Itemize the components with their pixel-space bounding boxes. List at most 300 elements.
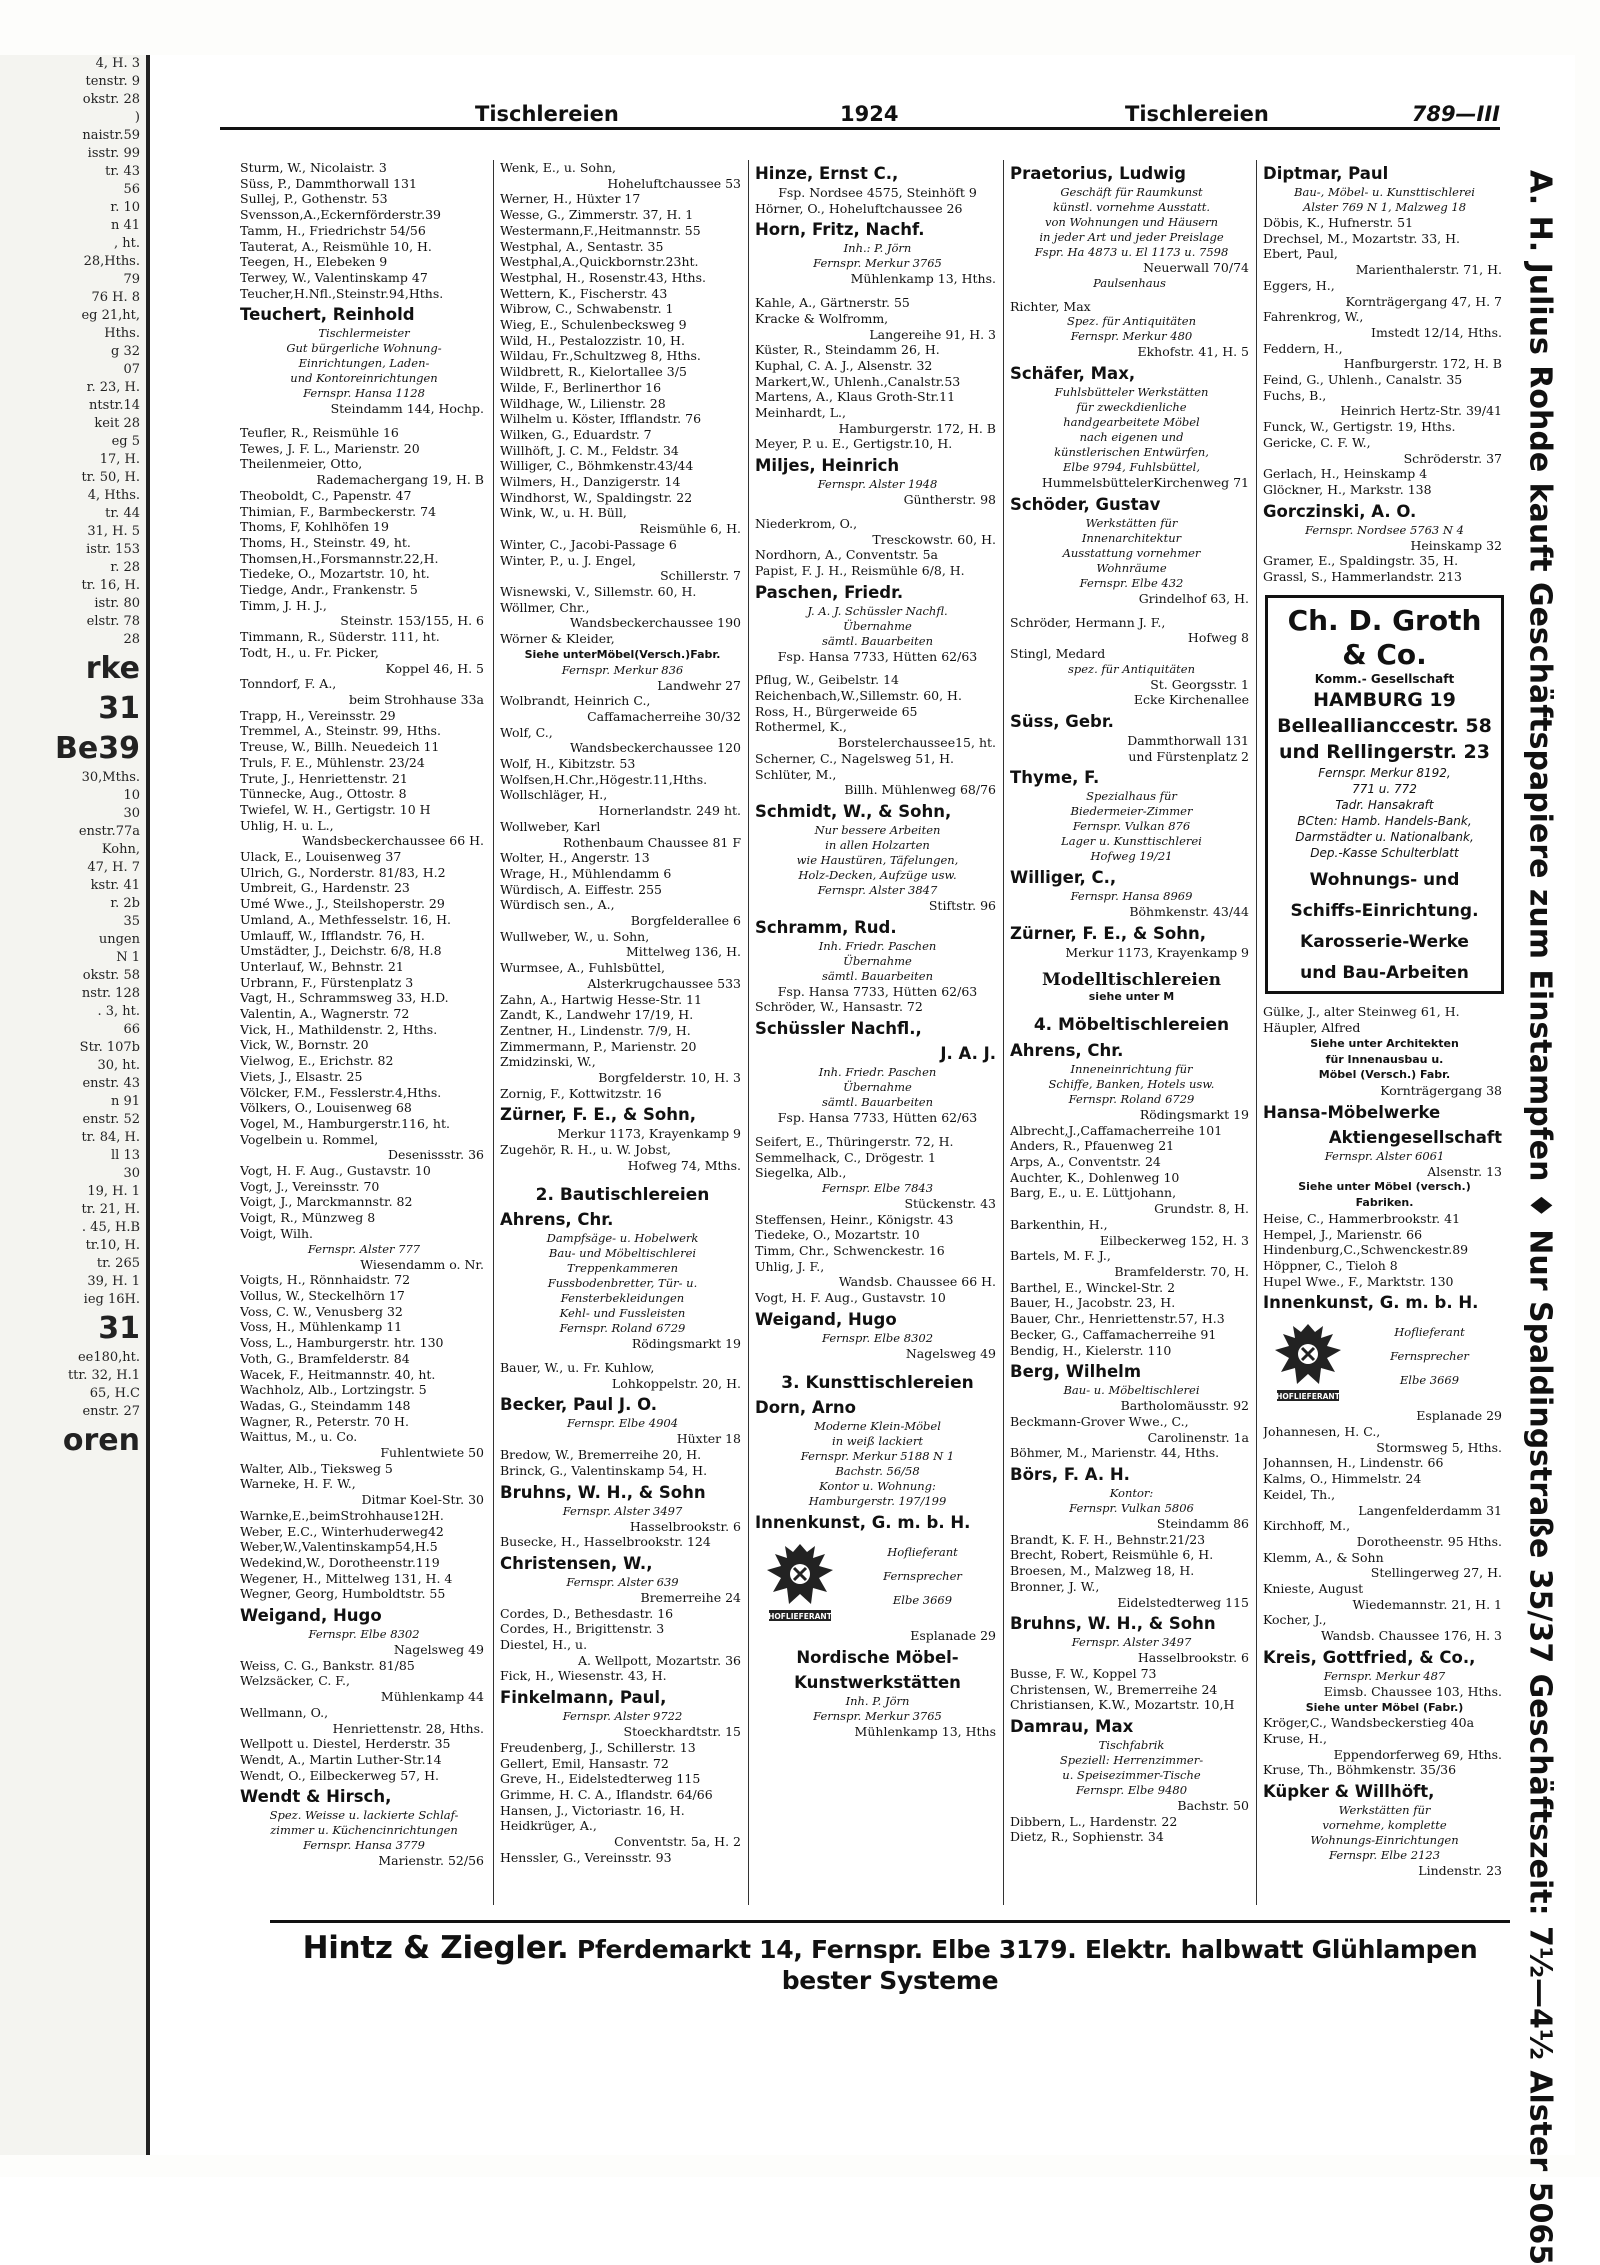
- entry-list: [1263, 1211, 1506, 1290]
- listing-address: Eimsb. Chaussee 103, Hths.: [1323, 1683, 1502, 1699]
- listing-description: [755, 1694, 1000, 1724]
- entry-list: [755, 999, 1000, 1015]
- list-item: Heidkrüger, A.,: [500, 1818, 597, 1834]
- description-line: Bau- und Möbeltischlerei: [548, 1246, 697, 1261]
- list-item: Valentin, A., Wagnerstr. 72: [240, 1006, 410, 1022]
- listing-address: Fsp. Hansa 7733, Hütten 62/63: [777, 648, 978, 664]
- list-item: Richter, Max: [1010, 298, 1091, 314]
- entry-list: [500, 1534, 745, 1550]
- list-item-continuation: Fuhlentwiete 50: [380, 1445, 484, 1461]
- gutter-fragment: 39, H. 1: [87, 1274, 140, 1289]
- list-item: Busecke, H., Hasselbrookstr. 124: [500, 1534, 711, 1550]
- listing-miljes: [755, 455, 1000, 508]
- listing-name: Schüssler Nachfl.,: [755, 1019, 922, 1039]
- column-3: [748, 160, 1000, 1905]
- listing-address: Marienstr. 52/56: [378, 1853, 484, 1869]
- list-item: Cordes, D., Bethesdastr. 16: [500, 1605, 674, 1621]
- gutter-fragment: 19, H. 1: [87, 1184, 140, 1199]
- list-item: Küster, R., Steindamm 26, H.: [755, 342, 940, 358]
- list-item-continuation: Henriettenstr. 28, Hths.: [332, 1720, 484, 1736]
- list-item-continuation: Schillerstr. 7: [660, 568, 741, 584]
- list-item: Willhöft, J. C. M., Feldstr. 34: [500, 442, 679, 458]
- list-item: Voigts, H., Rönnhaidstr. 72: [240, 1272, 411, 1288]
- description-line: Treppenkammeren: [566, 1261, 679, 1276]
- list-item-continuation: Hofweg 8: [1187, 630, 1249, 646]
- gutter-fragment: enstr.77a: [78, 824, 140, 839]
- list-item: Broesen, M., Malzweg 18, H.: [1010, 1563, 1195, 1579]
- gutter-fragment: okstr. 58: [82, 968, 140, 983]
- entry-list: [1010, 1814, 1253, 1845]
- listing-name: Paschen, Friedr.: [755, 582, 904, 602]
- listing-address-2: und Fürstenplatz 2: [1128, 748, 1249, 764]
- listing-description: [755, 823, 1000, 898]
- list-item-cross-reference: für Innenausbau u.: [1325, 1052, 1444, 1066]
- listing-address: HummelsbüttelerKirchenweg 71: [1041, 475, 1249, 491]
- description-line: Innenarchitektur: [1081, 530, 1182, 545]
- list-item: Wachholz, Alb., Lortzingstr. 5: [240, 1382, 427, 1398]
- listing-description: [240, 1808, 488, 1853]
- gutter-fragment: . 45, H.B: [81, 1220, 140, 1235]
- list-item-continuation: Tresckowstr. 60, H.: [872, 531, 996, 547]
- list-item: Tonndorf, F. A.,: [240, 676, 337, 692]
- description-line: und Kontoreinrichtungen: [290, 371, 438, 386]
- list-item: Tewes, J. F. L., Marienstr. 20: [240, 440, 420, 456]
- description-line: Fernspr. Merkur 5188 N 1: [800, 1449, 955, 1464]
- gutter-fragment: Be39: [55, 731, 140, 766]
- listing-name: Bruhns, W. H., & Sohn: [1010, 1614, 1216, 1634]
- description-line: Fernsprecher: [883, 1569, 962, 1584]
- listing-name: Schöder, Gustav: [1010, 494, 1161, 514]
- list-item: Wolf, H., Kibitzstr. 53: [500, 756, 636, 772]
- list-item: Westermann,F.,Heitmannstr. 55: [500, 222, 701, 238]
- list-item: Tünnecke, Aug., Ottostr. 8: [240, 786, 407, 802]
- list-item-note: Fernspr. Alster 777: [307, 1241, 421, 1256]
- entry-list: [500, 1740, 745, 1866]
- description-line: sämtl. Bauarbeiten: [821, 1095, 934, 1110]
- list-item: Freudenberg, J., Schillerstr. 13: [500, 1739, 696, 1755]
- listing-description: [1010, 1486, 1253, 1516]
- list-item: Weber, E.C., Winterhuderweg42: [240, 1523, 444, 1539]
- ad-city: HAMBURG 19: [1313, 689, 1456, 712]
- listing-description: [1010, 1738, 1253, 1798]
- listing-name: Zürner, F. E., & Sohn,: [500, 1105, 697, 1125]
- list-item-continuation: Hanfburgerstr. 172, H. B: [1343, 356, 1502, 372]
- listing-address: Merkur 1173, Krayenkamp 9: [557, 1126, 741, 1142]
- list-item: Cordes, H., Brigittenstr. 3: [500, 1621, 665, 1637]
- list-item: Knieste, August: [1263, 1581, 1364, 1597]
- header-right-title: Tischlereien: [1125, 102, 1269, 126]
- gutter-fragment: isstr. 99: [87, 146, 140, 161]
- list-item-continuation: Borstelerchaussee15, ht.: [838, 735, 996, 751]
- list-item: Wellmann, O.,: [240, 1704, 329, 1720]
- column-1: [240, 160, 488, 1905]
- gutter-fragment: oren: [62, 1423, 140, 1458]
- list-item: Wurmsee, A., Fuhlsbüttel,: [500, 960, 665, 976]
- entry-list: [1263, 215, 1506, 498]
- gutter-fragment: 31, H. 5: [87, 524, 140, 539]
- listing-name: Dorn, Arno: [755, 1398, 856, 1418]
- entry-list: [1010, 299, 1253, 360]
- list-item: Voss, L., Hamburgerstr. htr. 130: [240, 1335, 444, 1351]
- description-line: Holz-Decken, Aufzüge usw.: [798, 867, 957, 882]
- list-item: Christiansen, K.W., Mozartstr. 10,H: [1010, 1697, 1235, 1713]
- list-item-continuation: Mühlenkamp 44: [380, 1689, 484, 1705]
- listing-teuchert: [240, 304, 488, 417]
- list-item: Schröder, W., Hansastr. 72: [755, 999, 923, 1015]
- listing-name: Horn, Fritz, Nachf.: [755, 220, 925, 240]
- gutter-fragment: tr.10, H.: [85, 1238, 140, 1253]
- list-item-continuation: Desenissstr. 36: [387, 1147, 484, 1163]
- list-item: Wollschläger, H.,: [500, 787, 608, 803]
- list-item: Christensen, W., Bremerreihe 24: [1010, 1681, 1218, 1697]
- list-item-continuation: Kornträgergang 38: [1380, 1082, 1502, 1098]
- list-item: Ulrich, G., Norderstr. 81/83, H.2: [240, 864, 446, 880]
- list-item: Brandt, K. F. H., Behnstr.21/23: [1010, 1531, 1206, 1547]
- list-item: Vollus, W., Steckelhörn 17: [240, 1288, 405, 1303]
- description-line: wie Haustüren, Täfelungen,: [796, 852, 959, 867]
- description-line: Fernspr. Vulkan 5806: [1069, 1501, 1194, 1516]
- list-item: Bendig, H., Kielerstr. 110: [1010, 1342, 1172, 1358]
- list-item: Vogt, H. F. Aug., Gustavstr. 10: [755, 1290, 946, 1306]
- description-line: Kontor u. Wohnung:: [819, 1479, 936, 1494]
- listing-praetorius: [1010, 163, 1253, 291]
- entry-list: [1010, 1123, 1253, 1359]
- listing-name: Hansa-Möbelwerke: [1263, 1102, 1441, 1122]
- list-item: Theilenmeier, Otto,: [240, 456, 363, 472]
- list-item: Siegelka, Alb.,: [755, 1165, 847, 1181]
- description-line: in weiß lackiert: [832, 1434, 923, 1449]
- list-item-cross-reference: Möbel (Versch.) Fabr.: [1318, 1068, 1451, 1082]
- list-item: Voigt, J., Marckmannstr. 82: [240, 1194, 413, 1210]
- cross-reference: Siehe unter Möbel (Fabr.): [1305, 1700, 1464, 1714]
- list-item-continuation: Imstedt 12/14, Hths.: [1371, 324, 1502, 340]
- column-2: [493, 160, 745, 1905]
- listing-address: Böhmkenstr. 43/44: [1129, 904, 1249, 920]
- list-item: Voigt, R., Münzweg 8: [240, 1210, 376, 1226]
- listing-zuerner-2: [1010, 923, 1253, 961]
- list-item: Timmann, R., Süderstr. 111, ht.: [240, 629, 440, 645]
- description-line: Elbe 3669: [892, 1593, 953, 1608]
- gutter-fragment: n 91: [110, 1094, 140, 1109]
- list-item-continuation: Stückenstr. 43: [904, 1195, 996, 1211]
- listing-name: Diptmar, Paul: [1263, 164, 1389, 183]
- list-item: Westphal, H., Rosenstr.43, Hths.: [500, 269, 706, 285]
- list-item-continuation: Steinstr. 153/155, H. 6: [340, 613, 484, 629]
- listing-address: Alsenstr. 13: [1427, 1163, 1502, 1179]
- list-item: Umlauff, W., Ifflandstr. 76, H.: [240, 927, 425, 943]
- ad-service-1: Wohnungs- und: [1309, 870, 1460, 891]
- listing-address: Bremerreihe 24: [640, 1589, 741, 1605]
- listing-address: Fsp. Nordsee 4575, Steinhöft 9: [778, 185, 977, 200]
- list-item: Uhlig, J. F.,: [755, 1258, 825, 1274]
- gutter-fragment: 56: [123, 182, 140, 197]
- listing-phone: Fernspr. Nordsee 5763 N 4: [1305, 522, 1464, 537]
- entry-list: [1010, 1414, 1253, 1461]
- gutter-fragment: istr. 153: [86, 542, 140, 557]
- list-item: Meyer, P. u. E., Gertigstr.10, H.: [755, 436, 953, 452]
- description-line: Fernspr. Merkur 3765: [813, 256, 942, 271]
- listing-bruhns: [500, 1482, 745, 1535]
- listing-wendt-hirsch: [240, 1786, 488, 1869]
- list-item-continuation: Carolinenstr. 1a: [1147, 1429, 1249, 1445]
- footer-advertisement: [270, 1930, 1510, 1995]
- list-item: Dibbern, L., Hardenstr. 22: [1010, 1813, 1178, 1829]
- list-item: Wesse, G., Zimmerstr. 37, H. 1: [500, 207, 694, 223]
- list-item-continuation: Landwehr 27: [657, 677, 741, 693]
- listing-address: Fsp. Hansa 7733, Hütten 62/63: [777, 983, 978, 999]
- cross-reference: siehe unter M: [1088, 989, 1175, 1003]
- list-item-note: Spez. für Antiquitäten: [1067, 314, 1196, 329]
- list-item: Timm, J. H. J.,: [240, 597, 327, 613]
- list-item: Wildau, Fr.,Schultzweg 8, Hths.: [500, 348, 701, 364]
- gutter-fragment: 65, H.C: [89, 1386, 140, 1401]
- list-item: Bauer, H., Jacobstr. 23, H.: [1010, 1295, 1176, 1311]
- description-line: Lager u. Kunsttischlerei: [1061, 834, 1202, 849]
- listing-weigand: [240, 1605, 488, 1658]
- listing-phone: Fernspr. Alster 3497: [562, 1503, 683, 1518]
- list-item: Wullweber, W., u. Sohn,: [500, 928, 650, 944]
- header-year: 1924: [840, 102, 899, 126]
- listing-address: Grindelhof 63, H.: [1138, 590, 1249, 606]
- listing-ahrens-2: [1010, 1040, 1253, 1123]
- listing-address: Mühlenkamp 13, Hths: [854, 1723, 996, 1739]
- list-item-continuation: Borgfelderstr. 10, H. 3: [598, 1070, 741, 1086]
- description-line: Nur bessere Arbeiten: [814, 822, 941, 837]
- list-item-continuation: Wandsb. Chaussee 66 H.: [838, 1274, 996, 1290]
- list-item-note: Fernspr. Merkur 836: [561, 662, 684, 677]
- list-item: Auchter, K., Dohlenweg 10: [1010, 1169, 1180, 1185]
- listing-schoeder: [1010, 494, 1253, 607]
- listing-hinze: [755, 163, 1000, 201]
- listing-name: Becker, Paul J. O.: [500, 1395, 658, 1415]
- list-item-continuation: Langereihe 91, H. 3: [869, 326, 996, 342]
- gutter-fragment: nstr. 128: [81, 986, 140, 1001]
- list-item: Zimmermann, P., Marienstr. 20: [500, 1038, 697, 1054]
- list-item: Völkers, O., Louisenweg 68: [240, 1100, 412, 1116]
- column-4: [1003, 160, 1253, 1905]
- list-item: Voigt, Wilh.: [240, 1225, 314, 1241]
- list-item: Umland, A., Methfesselstr. 16, H.: [240, 911, 452, 927]
- list-item: Teucher,H.Nfl.,Steinstr.94,Hths.: [240, 285, 444, 301]
- listing-innenkunst: [755, 1512, 1000, 1644]
- description-line: Tischlermeister: [318, 326, 410, 341]
- footer-divider: [270, 1920, 1510, 1923]
- listing-address: Fsp. Hansa 7733, Hütten 62/63: [777, 1110, 978, 1126]
- description-line: Spez. Weisse u. lackierte Schlaf-: [269, 1808, 459, 1823]
- description-line: Einrichtungen, Laden-: [298, 356, 430, 371]
- description-line: Fuhlsbütteler Werkstätten: [1054, 385, 1209, 400]
- gutter-fragment: Str. 107b: [79, 1040, 140, 1055]
- crest-caption: HOFLIEFERANT: [1276, 1392, 1340, 1402]
- list-item: Gericke, C. F. W.,: [1263, 434, 1371, 450]
- listing-description: [1010, 1383, 1253, 1398]
- gutter-fragment: 28,Hths.: [83, 254, 140, 269]
- listing-description: [500, 1231, 745, 1336]
- listing-phone: Fernspr. Hansa 8969: [1070, 889, 1193, 904]
- list-item: Eggers, H.,: [1263, 277, 1335, 293]
- list-item: Windhorst, W., Spaldingstr. 22: [500, 489, 693, 505]
- listing-name: Williger, C.,: [1010, 868, 1117, 888]
- list-item: Winter, C., Jacobi-Passage 6: [500, 536, 677, 552]
- list-item-continuation: Wandsbeckerchaussee 120: [569, 740, 741, 756]
- list-item: Böhmer, M., Marienstr. 44, Hths.: [1010, 1445, 1220, 1461]
- ad-phone-2: 771 u. 772: [1352, 782, 1417, 797]
- list-item: Hansen, J., Victoriastr. 16, H.: [500, 1802, 685, 1818]
- gutter-fragment: 30,Mths.: [81, 770, 140, 785]
- page-number: 789—III: [1411, 102, 1500, 126]
- list-item: Werner, H., Hüxter 17: [500, 191, 641, 207]
- list-item: Vogelbein u. Rommel,: [240, 1131, 379, 1147]
- gutter-fragment: okstr. 28: [82, 92, 140, 107]
- listing-address: Hasselbrookstr. 6: [1137, 1650, 1249, 1666]
- entry-list: [755, 295, 1000, 452]
- gutter-fragment: 17, H.: [99, 452, 140, 467]
- list-item: Barkenthin, H.,: [1010, 1216, 1108, 1232]
- description-line: Inh. P. Jörn: [845, 1693, 910, 1708]
- list-item-continuation: Hofweg 74, Mths.: [627, 1157, 741, 1173]
- list-item-continuation: Ekhofstr. 41, H. 5: [1137, 344, 1249, 360]
- ad-company-type: Komm.- Gesellschaft: [1314, 671, 1455, 686]
- listing-name: Christensen, W.,: [500, 1553, 653, 1573]
- list-item: Funck, W., Gertigstr. 19, Hths.: [1263, 419, 1456, 435]
- description-line: Elbe 3669: [1399, 1373, 1460, 1388]
- gutter-fragment: tenstr. 9: [85, 74, 140, 89]
- list-item-continuation: St. Georgsstr. 1: [1150, 676, 1249, 692]
- list-item: Markert,W., Uhlenh.,Canalstr.53: [755, 373, 961, 389]
- listing-name: Finkelmann, Paul,: [500, 1688, 667, 1708]
- list-item: Vick, W., Bornstr. 20: [240, 1037, 369, 1053]
- list-item: Papist, F. J. H., Reismühle 6/8, H.: [755, 562, 965, 578]
- list-item-continuation: Marienthalerstr. 71, H.: [1355, 262, 1502, 278]
- listing-name: Hinze, Ernst C.,: [755, 164, 899, 183]
- listing-address: Neuerwall 70/74: [1143, 260, 1249, 275]
- list-item: Schröder, Hermann J. F.,: [1010, 614, 1166, 630]
- description-line: Inneneinrichtung für: [1070, 1061, 1193, 1076]
- list-item-continuation: Schröderstr. 37: [1403, 450, 1502, 466]
- list-item: Völcker, F.M., Fesslerstr.4,Hths.: [240, 1084, 442, 1100]
- description-line: Gut bürgerliche Wohnung-: [286, 341, 442, 356]
- list-item: Stingl, Medard: [1010, 645, 1106, 661]
- listing-address: Güntherstr. 98: [903, 492, 996, 508]
- list-item: Vogt, J., Vereinsstr. 70: [240, 1178, 380, 1194]
- list-item: Gramer, E., Spaldingstr. 35, H.: [1263, 553, 1459, 569]
- listing-name: Kreis, Gottfried, & Co.,: [1263, 1647, 1476, 1667]
- list-item: Kalms, O., Himmelstr. 24: [1263, 1471, 1422, 1487]
- listing-address: Heinskamp 32: [1410, 537, 1502, 553]
- list-item-continuation: Alsterkrugchaussee 533: [587, 975, 741, 991]
- list-item-continuation: Eidelstedterweg 115: [1117, 1594, 1249, 1610]
- listing-berg: [1010, 1361, 1253, 1414]
- listing-name: Berg, Wilhelm: [1010, 1362, 1142, 1382]
- list-item: Beckmann-Grover Wwe., C.,: [1010, 1413, 1189, 1429]
- list-item: Würdisch sen., A.,: [500, 897, 615, 913]
- listing-name: Ahrens, Chr.: [1010, 1040, 1124, 1060]
- listing-phone: Fernspr. Elbe 8302: [308, 1627, 420, 1642]
- gutter-fragment: r. 2b: [110, 896, 140, 911]
- listing-description: [1010, 789, 1253, 864]
- description-line: Fernspr. Merkur 3765: [813, 1708, 942, 1723]
- listing-name: Süss, Gebr.: [1010, 712, 1114, 732]
- list-item-continuation: beim Strohhause 33a: [348, 691, 484, 707]
- gutter-fragment: kstr. 41: [90, 878, 140, 893]
- listing-address: Bartholomäusstr. 92: [1120, 1398, 1249, 1414]
- list-item: Unterlauf, W., Behnstr. 21: [240, 958, 404, 974]
- listing-description: [1010, 1062, 1253, 1107]
- gutter-fragment: 31: [98, 691, 140, 726]
- listing-name: Gorczinski, A. O.: [1263, 501, 1417, 521]
- listing-address: Nagelsweg 49: [393, 1642, 484, 1658]
- description-line: nach eigenen und: [1079, 430, 1184, 445]
- description-line: Bau-, Möbel- u. Kunsttischlerei: [1294, 185, 1475, 199]
- list-item: Wollweber, Karl: [500, 818, 601, 834]
- listing-kreis: [1263, 1647, 1506, 1715]
- ad-bank-1: BCten: Hamb. Handels-Bank,: [1297, 814, 1472, 829]
- listing-innenkunst-2: [1263, 1292, 1506, 1424]
- description-line: in allen Holzarten: [825, 837, 930, 852]
- list-item: Wolbrandt, Heinrich C.,: [500, 693, 651, 709]
- listing-phone: Fernspr. Merkur 487: [1323, 1668, 1446, 1683]
- list-item: Albrecht,J.,Caffamacherreihe 101: [1010, 1122, 1223, 1138]
- listing-becker: [500, 1394, 745, 1447]
- list-item: Wettern, K., Fischerstr. 43: [500, 285, 668, 301]
- gutter-fragment: keit 28: [94, 416, 140, 431]
- list-item: Zornig, F., Kottwitzstr. 16: [500, 1085, 662, 1101]
- description-line: sämtl. Bauarbeiten: [821, 968, 934, 983]
- listing-zuerner: [500, 1104, 745, 1142]
- listing-name-2: Aktiengesellschaft: [1328, 1127, 1502, 1147]
- list-item: Gerlach, H., Heinskamp 4: [1263, 466, 1428, 482]
- list-item-continuation: Heinrich Hertz-Str. 39/41: [1340, 403, 1502, 419]
- gutter-fragment: 31: [98, 1311, 140, 1346]
- list-item: Kröger,C., Wandsbeckerstieg 40a: [1263, 1715, 1475, 1731]
- list-item: Vielwog, E., Erichstr. 82: [240, 1053, 394, 1069]
- list-item-continuation: Wandsbeckerchaussee 190: [569, 615, 741, 631]
- list-item-continuation: Dorotheenstr. 95 Hths.: [1356, 1533, 1502, 1549]
- listing-address: Stiftstr. 96: [928, 897, 996, 913]
- gutter-fragment: r. 10: [110, 200, 140, 215]
- list-item: Bredow, W., Bremerreihe 20, H.: [500, 1447, 702, 1463]
- gutter-fragment: tr. 16, H.: [81, 578, 140, 593]
- description-line: Werkstätten für: [1085, 515, 1178, 530]
- listing-address: Mühlenkamp 13, Hths.: [850, 271, 996, 287]
- gutter-fragment: 4, H. 3: [95, 56, 140, 71]
- list-item: Seifert, E., Thüringerstr. 72, H.: [755, 1133, 954, 1149]
- gutter-fragment: ntstr.14: [89, 398, 140, 413]
- list-item: Zugehör, R. H., u. W. Jobst,: [500, 1142, 671, 1158]
- list-item: Wrage, H., Mühlendamm 6: [500, 865, 672, 881]
- list-item: Fuchs, B.,: [1263, 387, 1327, 403]
- list-item: Zmidzinski, W.,: [500, 1054, 596, 1070]
- gutter-fragment: tr. 50, H.: [81, 470, 140, 485]
- list-item: Hempel, J., Marienstr. 66: [1263, 1226, 1423, 1242]
- list-item: Zentner, H., Lindenstr. 7/9, H.: [500, 1022, 691, 1038]
- description-line: Fernspr. Vulkan 876: [1072, 819, 1191, 834]
- gutter-fragment: r. 23, H.: [86, 380, 140, 395]
- description-line: Fernspr. Roland 6729: [559, 1321, 686, 1336]
- list-item: Wilmers, H., Danzigerstr. 14: [500, 474, 681, 490]
- list-item: Winter, P., u. J. Engel,: [500, 552, 636, 568]
- listing-diptmar: [1263, 163, 1506, 215]
- description-line: Fernsprecher: [1390, 1349, 1469, 1364]
- list-item: Wolfsen,H.Chr.,Högestr.11,Hths.: [500, 771, 708, 787]
- list-item: Arps, A., Conventstr. 24: [1010, 1154, 1161, 1170]
- list-item: Truls, F. E., Mühlenstr. 23/24: [240, 754, 425, 770]
- listing-modell: [1010, 969, 1253, 1004]
- gutter-fragment: 4, Hths.: [87, 488, 140, 503]
- list-item: Wenk, E., u. Sohn,: [500, 160, 617, 175]
- description-line: Übernahme: [843, 618, 912, 633]
- list-item: Walter, Alb., Tieksweg 5: [240, 1460, 393, 1476]
